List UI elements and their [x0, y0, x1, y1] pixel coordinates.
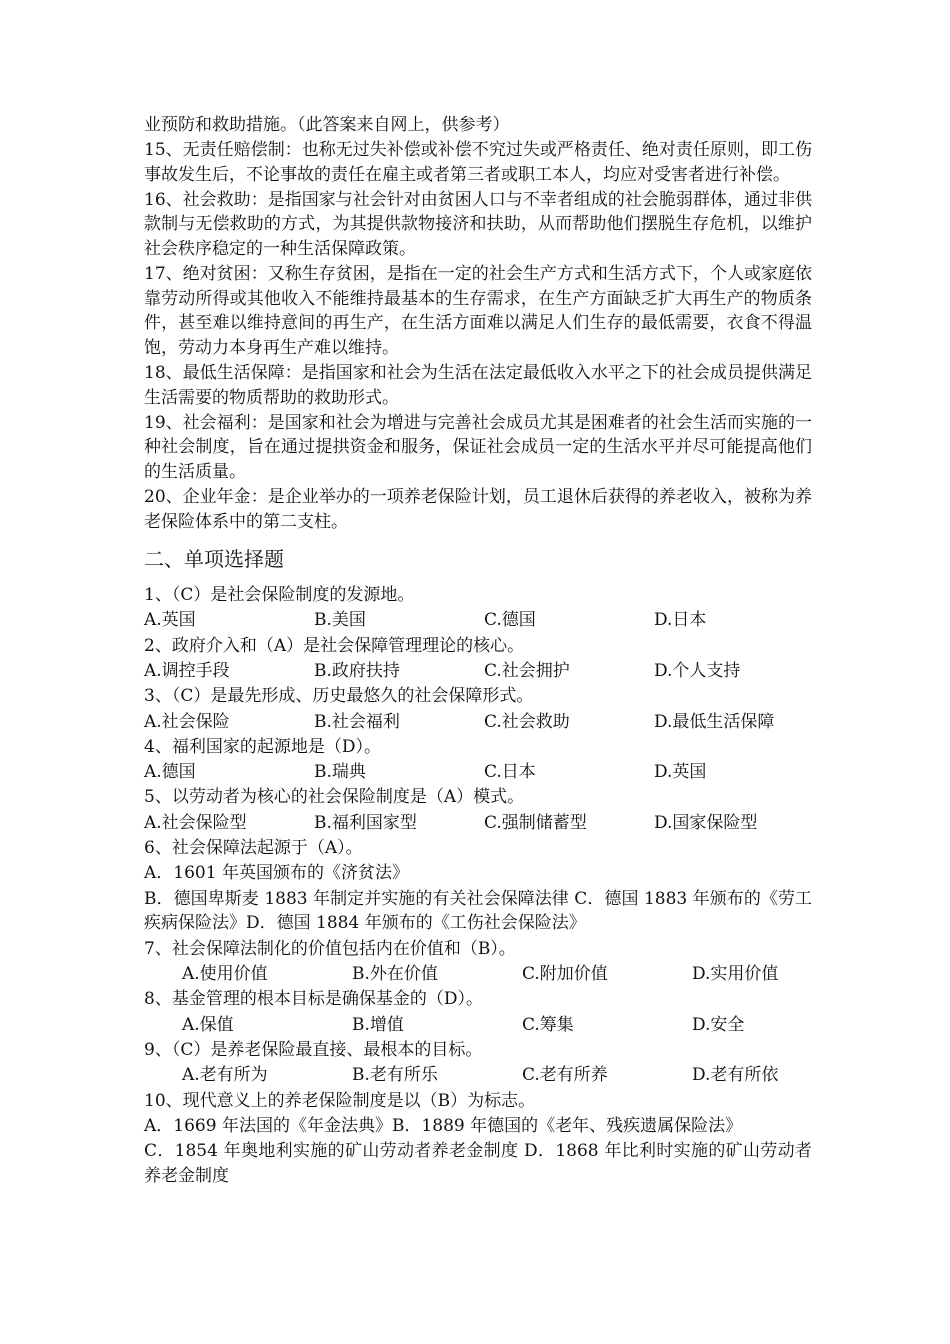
question-text: 10、现代意义上的养老保险制度是以（B）为标志。	[144, 1090, 536, 1111]
option: B.瑞典	[314, 762, 366, 783]
question-options	[144, 760, 812, 785]
option: B.老有所乐	[352, 1065, 438, 1086]
question-text: 8、基金管理的根本目标是确保基金的（D）。	[144, 989, 483, 1010]
option: A.调控手段	[144, 660, 230, 681]
question-options	[144, 710, 812, 735]
option: A.老有所为	[182, 1065, 268, 1086]
question-text: 9、（C）是养老保险最直接、最根本的目标。	[144, 1039, 483, 1060]
option: D.实用价值	[692, 964, 779, 985]
option: B.社会福利	[314, 711, 400, 732]
option: A.社会保险型	[144, 812, 247, 833]
question-text: 6、社会保障法起源于（A）。	[144, 838, 363, 859]
question-options	[144, 1063, 812, 1088]
question-text: 4、福利国家的起源地是（D）。	[144, 736, 381, 757]
question-options	[144, 962, 812, 987]
option-line: B．德国卑斯麦 1883 年制定并实施的有关社会保障法律 C．德国 1883 年颁布的《劳工疾病保险法》D．德国 1884 年颁布的《工伤社会保险法》	[144, 888, 812, 934]
definition-paragraph: 18、最低生活保障：是指国家和社会为生活在法定最低收入水平之下的社会成员提供满足生活需要的物质帮助的救助形式。	[144, 362, 812, 408]
option: C.强制储蓄型	[484, 812, 587, 833]
definition-paragraph: 16、社会救助：是指国家与社会针对由贫困人口与不幸者组成的社会脆弱群体，通过非供款制与无偿救助的方式，为其提供款物接济和扶助，从而帮助他们摆脱生存危机，以维护社会秩序稳定的一种生活保障政策。	[144, 189, 812, 259]
option: A.保值	[182, 1014, 234, 1035]
option: B.政府扶持	[314, 660, 400, 681]
option: D.国家保险型	[654, 812, 758, 833]
option: D.个人支持	[654, 660, 741, 681]
question-text: 5、以劳动者为核心的社会保险制度是（A）模式。	[144, 787, 525, 808]
option: D.安全	[692, 1014, 745, 1035]
option-line: A．1669 年法国的《年金法典》B．1889 年德国的《老年、残疾遗属保险法》	[144, 1115, 743, 1136]
question-text: 7、社会保障法制化的价值包括内在价值和（B）。	[144, 938, 516, 959]
option: A.英国	[144, 610, 196, 631]
option: B.福利国家型	[314, 812, 417, 833]
question-text: 1、（C）是社会保险制度的发源地。	[144, 585, 415, 606]
question-options	[144, 608, 812, 633]
option: C.社会救助	[484, 711, 570, 732]
option: B.增值	[352, 1014, 404, 1035]
section-title: 二、单项选择题	[144, 547, 284, 572]
document-content	[144, 113, 812, 1189]
option: B.外在价值	[352, 964, 438, 985]
definition-paragraph: 15、无责任赔偿制：也称无过失补偿或补偿不究过失或严格责任、绝对责任原则，即工伤事故发生后，不论事故的责任在雇主或者第三者或职工本人，均应对受害者进行补偿。	[144, 140, 812, 185]
question-options	[144, 659, 812, 684]
option-line: C．1854 年奥地利实施的矿山劳动者养老金制度 D．1868 年比利时实施的矿山劳动者养老金制度	[144, 1141, 812, 1186]
option: D.最低生活保障	[654, 711, 775, 732]
option: C.日本	[484, 762, 536, 783]
question-options	[144, 811, 812, 836]
option: C.附加价值	[522, 964, 608, 985]
definition-paragraph: 业预防和救助措施。（此答案来自网上，供参考）	[144, 115, 510, 135]
option: C.老有所养	[522, 1065, 608, 1086]
question-text: 3、（C）是最先形成、历史最悠久的社会保障形式。	[144, 686, 534, 707]
option: C.德国	[484, 610, 536, 631]
option: D.英国	[654, 762, 707, 783]
option-line: A．1601 年英国颁布的《济贫法》	[144, 863, 409, 884]
option: C.社会拥护	[484, 660, 570, 681]
option: A.社会保险	[144, 711, 230, 732]
option: C.筹集	[522, 1014, 574, 1035]
question-options	[144, 1013, 812, 1038]
definition-paragraph: 17、绝对贫困：又称生存贫困，是指在一定的社会生产方式和生活方式下，个人或家庭依靠劳动所得或其他收入不能维持最基本的生存需求，在生产方面缺乏扩大再生产的物质条件，甚至难以维持意间的再生产，在生活方面难以满足人们生存的最低需要，衣食不得温饱，劳动力本身再生产难以维持。	[144, 264, 812, 358]
definition-paragraph: 20、企业年金：是企业举办的一项养老保险计划，员工退休后获得的养老收入，被称为养老保险体系中的第二支柱。	[144, 486, 812, 532]
option: A.使用价值	[182, 964, 268, 985]
option: B.美国	[314, 610, 366, 631]
definition-paragraph: 19、社会福利：是国家和社会为增进与完善社会成员尤其是困难者的社会生活而实施的一种社会制度，旨在通过提拱资金和服务，保证社会成员一定的生活水平并尽可能提高他们的生活质量。	[144, 412, 812, 482]
option: D.日本	[654, 610, 707, 631]
question-text: 2、政府介入和（A）是社会保障管理理论的核心。	[144, 635, 525, 656]
option: A.德国	[144, 762, 196, 783]
option: D.老有所依	[692, 1065, 779, 1086]
